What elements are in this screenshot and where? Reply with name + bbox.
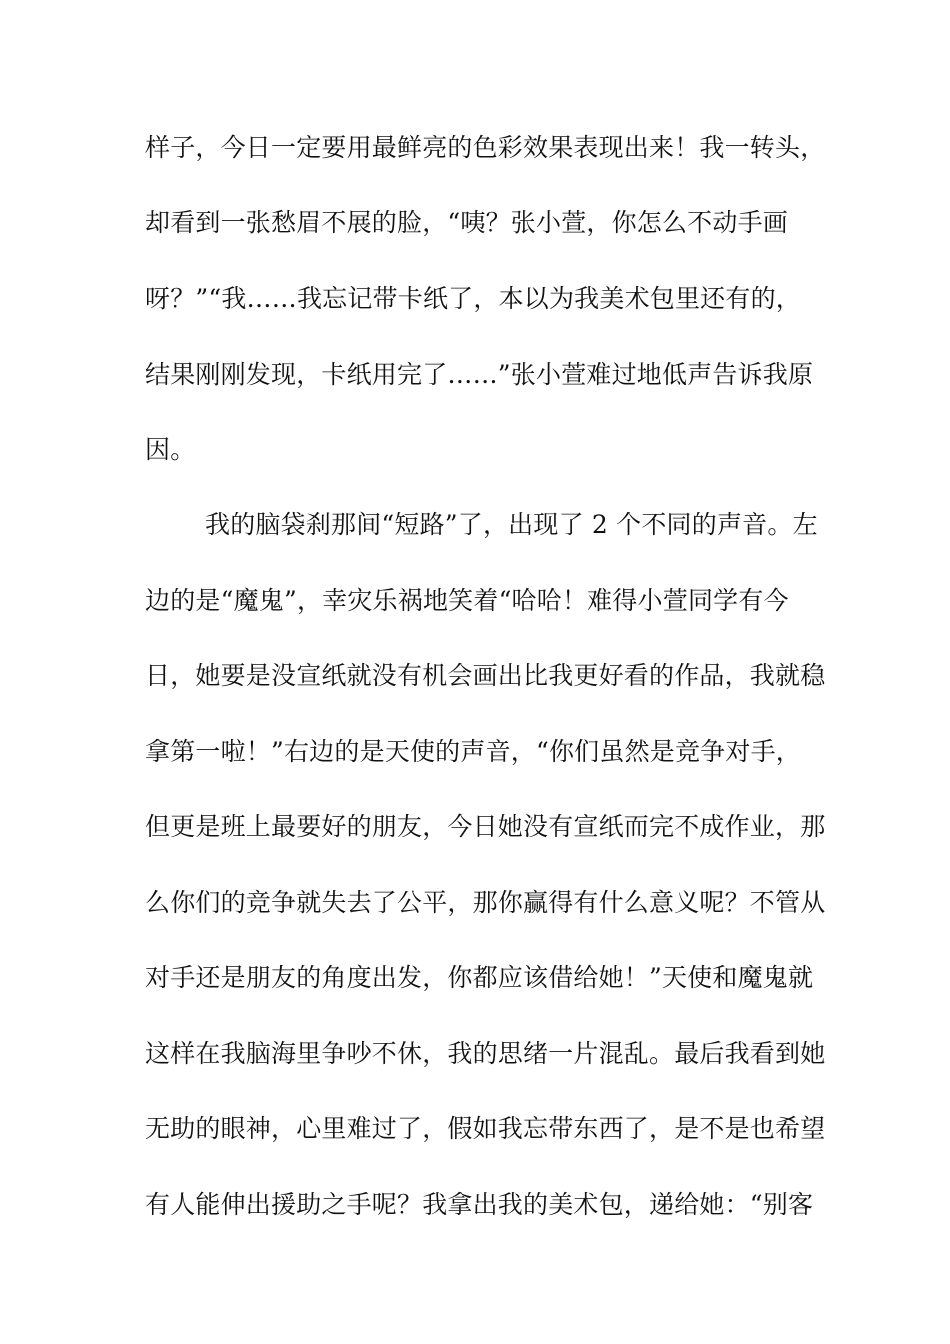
text-line: 呀？”“我……我忘记带卡纸了，本以为我美术包里还有的， [145,284,801,313]
text-line: 日，她要是没宣纸就没有机会画出比我更好看的作品，我就稳 [145,661,826,690]
text-line: 拿第一啦！”右边的是天使的声音，“你们虽然是竞争对手， [145,737,801,766]
text-line: 这样在我脑海里争吵不休，我的思绪一片混乱。最后我看到她 [145,1039,826,1068]
text-line: 却看到一张愁眉不展的脸，“咦？张小萱，你怎么不动手画 [145,208,788,237]
text-line: 有人能伸出援助之手呢？我拿出我的美术包，递给她：“别客 [145,1190,814,1219]
text-line: 对手还是朋友的角度出发，你都应该借给她！”天使和魔鬼就 [145,963,814,992]
text-line: 边的是“魔鬼”，幸灾乐祸地笑着“哈哈！难得小萱同学有今 [145,586,789,615]
text-line: 但更是班上最要好的朋友，今日她没有宣纸而完不成作业，那 [145,812,826,841]
text-line: 结果刚刚发现，卡纸用完了……”张小萱难过地低声告诉我原 [145,360,814,389]
paragraph-first-line: 我的脑袋刹那间“短路”了，出现了 2 个不同的声音。左 [205,510,818,539]
text-line: 因。 [145,435,196,464]
text-line: 无助的眼神，心里难过了，假如我忘带东西了，是不是也希望 [145,1114,826,1143]
text-line: 样子，今日一定要用最鲜亮的色彩效果表现出来！我一转头， [145,133,826,162]
text-line: 么你们的竞争就失去了公平，那你赢得有什么意义呢？不管从 [145,888,826,917]
